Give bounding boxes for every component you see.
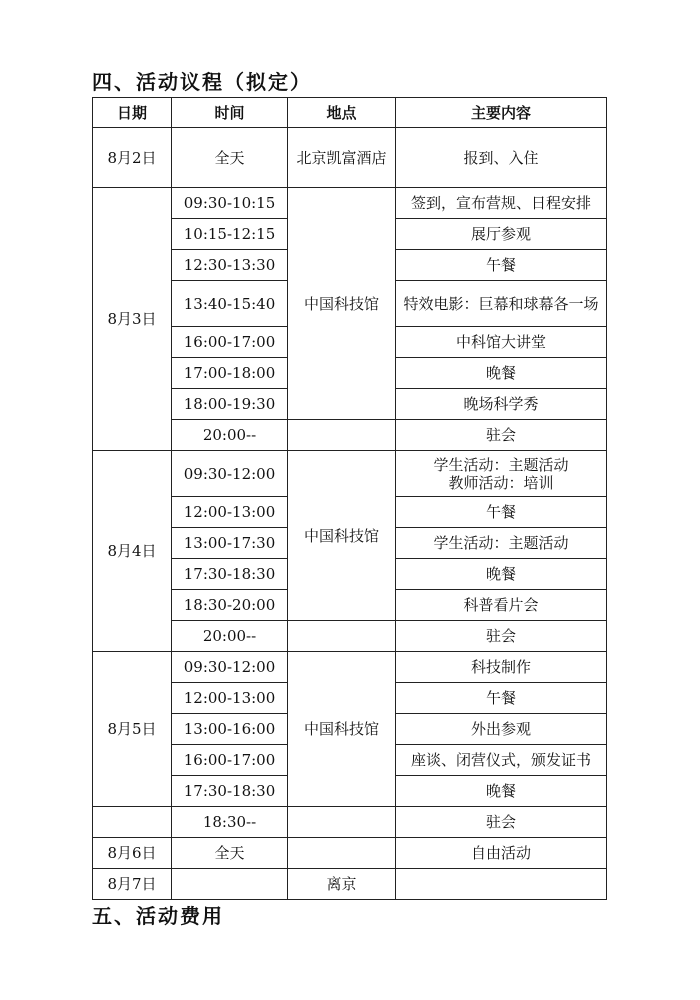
content-line: 教师活动：培训	[448, 473, 554, 492]
time-cell: 09:30-12:00	[172, 652, 288, 683]
table-row	[93, 807, 607, 838]
place-cell: 中国科技馆	[288, 188, 396, 420]
header-content: 主要内容	[396, 98, 607, 128]
table-row	[93, 128, 607, 188]
date-cell	[93, 807, 172, 838]
place-cell	[288, 420, 396, 451]
date-cell: 8月2日	[93, 128, 172, 188]
place-cell: 中国科技馆	[288, 451, 396, 621]
place-cell: 北京凯富酒店	[288, 128, 396, 188]
time-cell: 18:00-19:30	[172, 389, 288, 420]
table-row	[93, 188, 607, 219]
content-cell: 展厅参观	[396, 219, 607, 250]
content-cell: 晚餐	[396, 559, 607, 590]
content-cell: 午餐	[396, 250, 607, 281]
time-cell: 13:40-15:40	[172, 281, 288, 327]
place-cell	[288, 807, 396, 838]
time-cell: 全天	[172, 838, 288, 869]
time-cell: 10:15-12:15	[172, 219, 288, 250]
time-cell: 12:00-13:00	[172, 683, 288, 714]
time-cell: 20:00--	[172, 420, 288, 451]
time-cell: 16:00-17:00	[172, 745, 288, 776]
content-cell: 午餐	[396, 497, 607, 528]
time-cell: 16:00-17:00	[172, 327, 288, 358]
place-cell: 离京	[288, 869, 396, 900]
table-header-row	[93, 98, 607, 128]
content-cell	[396, 451, 607, 497]
table-row	[93, 838, 607, 869]
table-row	[93, 451, 607, 497]
header-time: 时间	[172, 98, 288, 128]
header-date: 日期	[93, 98, 172, 128]
fees-heading: 五、活动费用	[92, 904, 224, 928]
content-cell: 晚餐	[396, 358, 607, 389]
content-cell: 驻会	[396, 807, 607, 838]
content-cell: 驻会	[396, 621, 607, 652]
content-cell: 科技制作	[396, 652, 607, 683]
time-cell: 17:30-18:30	[172, 559, 288, 590]
content-cell: 特效电影：巨幕和球幕各一场	[396, 281, 607, 327]
time-cell: 13:00-17:30	[172, 528, 288, 559]
time-cell: 18:30--	[172, 807, 288, 838]
date-cell: 8月7日	[93, 869, 172, 900]
time-cell: 20:00--	[172, 621, 288, 652]
agenda-table	[92, 97, 607, 900]
content-cell: 外出参观	[396, 714, 607, 745]
date-cell: 8月6日	[93, 838, 172, 869]
time-cell: 09:30-12:00	[172, 451, 288, 497]
content-cell: 报到、入住	[396, 128, 607, 188]
header-place: 地点	[288, 98, 396, 128]
time-cell: 12:00-13:00	[172, 497, 288, 528]
place-cell: 中国科技馆	[288, 652, 396, 807]
time-cell: 17:30-18:30	[172, 776, 288, 807]
content-cell: 晚场科学秀	[396, 389, 607, 420]
place-cell	[288, 838, 396, 869]
content-cell: 晚餐	[396, 776, 607, 807]
date-cell: 8月4日	[93, 451, 172, 652]
date-cell: 8月5日	[93, 652, 172, 807]
content-cell: 午餐	[396, 683, 607, 714]
time-cell: 18:30-20:00	[172, 590, 288, 621]
date-cell: 8月3日	[93, 188, 172, 451]
content-cell: 中科馆大讲堂	[396, 327, 607, 358]
agenda-heading: 四、活动议程（拟定）	[92, 70, 312, 94]
content-line: 学生活动：主题活动	[433, 455, 569, 474]
time-cell: 全天	[172, 128, 288, 188]
time-cell: 17:00-18:00	[172, 358, 288, 389]
content-cell: 科普看片会	[396, 590, 607, 621]
place-cell	[288, 621, 396, 652]
content-cell: 座谈、闭营仪式，颁发证书	[396, 745, 607, 776]
time-cell: 13:00-16:00	[172, 714, 288, 745]
table-row	[93, 869, 607, 900]
time-cell: 09:30-10:15	[172, 188, 288, 219]
time-cell	[172, 869, 288, 900]
time-cell: 12:30-13:30	[172, 250, 288, 281]
content-cell	[396, 869, 607, 900]
content-cell: 学生活动：主题活动	[396, 528, 607, 559]
content-cell: 驻会	[396, 420, 607, 451]
content-cell: 自由活动	[396, 838, 607, 869]
table-row	[93, 652, 607, 683]
content-cell: 签到，宣布营规、日程安排	[396, 188, 607, 219]
